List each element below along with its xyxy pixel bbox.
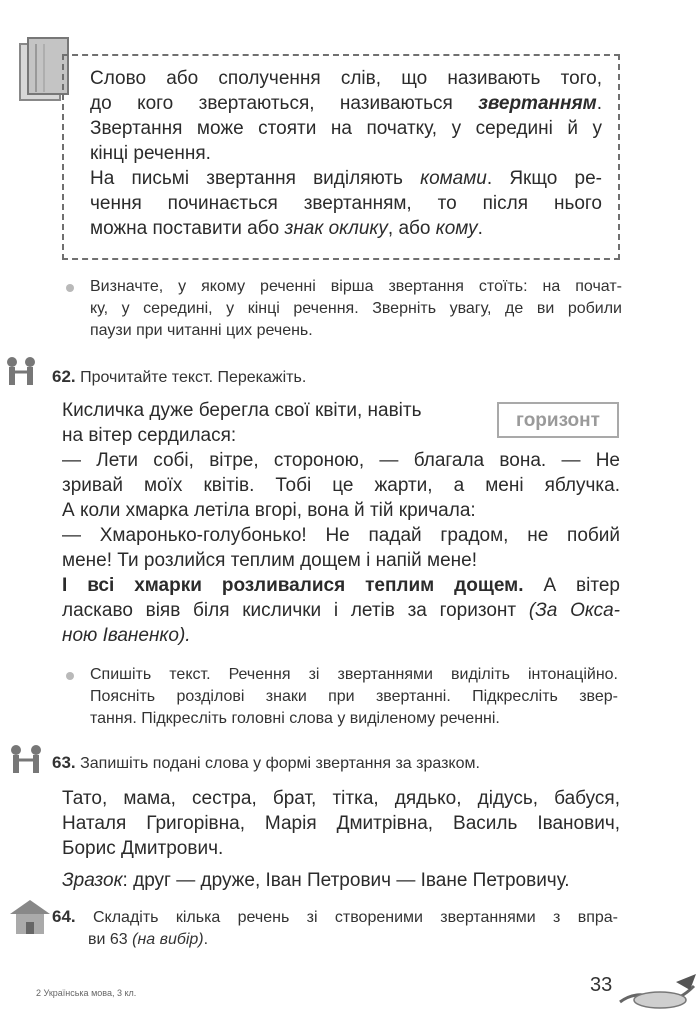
rule-line (90, 91, 602, 116)
bullet-icon (66, 672, 74, 680)
task-rule-line: паузи при читанні цих речень. (90, 322, 313, 339)
rule-span: можна поставити або (90, 218, 285, 239)
rule-span: чення починається звертанням, то після нього (90, 193, 602, 214)
bullet-icon (66, 284, 74, 292)
ex64-line2c: . (203, 931, 209, 948)
ex62-task-line: тання. Підкресліть головні слова у виділеному реченні. (90, 710, 500, 727)
rule-span: . Якщо ре- (486, 168, 602, 189)
task-rule (90, 276, 622, 342)
rule-span: Звертання може стояти на початку, у середині й у (90, 118, 602, 139)
rule-span: кому (435, 218, 478, 239)
ex63-words-line: Борис Дмитрович. (62, 838, 224, 859)
rule-span: . (596, 93, 602, 114)
ex64-line2a: ви 63 (88, 931, 133, 948)
ex62-span: — Лети собі, вітре, стороною, — благала вона. — Не (62, 450, 620, 471)
ex62-line (62, 573, 620, 598)
ex63-sample-text: : друг — друже, Іван Петрович — Іване Петровичу. (122, 870, 570, 891)
ex64-text (52, 906, 618, 951)
ex62-line (62, 623, 620, 648)
ex63-words-line: Наталя Григорівна, Марія Дмитрівна, Василь Іванович, (62, 813, 620, 834)
rule-text (90, 66, 602, 241)
ex62-task-line: Спишіть текст. Речення зі звертаннями виділіть інтонаційно. (90, 666, 618, 683)
ex62-line (62, 398, 620, 423)
rule-line (90, 191, 602, 216)
ex62-line (62, 423, 620, 448)
people-icon (0, 354, 52, 390)
ex63-number: 63. (52, 753, 76, 772)
rule-span: , або (387, 218, 436, 239)
ex62-span: на вітер сердилася: (62, 425, 237, 446)
ex64-line1: Складіть кілька речень зі створеними звертаннями з впра- (92, 909, 618, 926)
ex62-span: А коли хмарка летіла вгорі, вона й тій кричала: (62, 500, 476, 521)
vocabulary-box: горизонт (497, 402, 619, 438)
rule-line (90, 116, 602, 141)
ex63-sample (62, 868, 620, 893)
rule-span: комами (420, 168, 487, 189)
ex62-line (62, 548, 620, 573)
rule-span: Слово або сполучення слів, що називають того, (90, 68, 602, 89)
ex62-task (90, 664, 618, 730)
ex62-line (62, 448, 620, 473)
ex63-words (62, 786, 620, 861)
ex62-span: мене! Ти розлийся теплим дощем і напій мене! (62, 550, 478, 571)
ex62-line (62, 498, 620, 523)
ex62-span: ласкаво віяв біля кислички і летів за горизонт (62, 600, 529, 621)
ex62-line (62, 523, 620, 548)
ex62-span: Кисличка дуже берегла свої квіти, навіть (62, 400, 422, 421)
rule-line (90, 166, 602, 191)
rule-line (90, 66, 602, 91)
ex64-number: 64. (52, 907, 76, 926)
ex62-span: А вітер (523, 575, 620, 596)
ex63-instruction: Запишіть подані слова у формі звертання за зразком. (80, 755, 480, 772)
house-icon (6, 896, 54, 938)
ex62-instruction: Прочитайте текст. Перекажіть. (80, 369, 307, 386)
ex62-span: ною Іваненко). (62, 625, 191, 646)
ex62-header (52, 366, 612, 389)
rule-line (90, 141, 602, 166)
ex62-line (62, 473, 620, 498)
ex62-span: І всі хмарки розливалися теплим дощем. (62, 575, 524, 596)
ex62-span: — Хмаронько-голубонько! Не падай градом, не побий (62, 525, 620, 546)
task-rule-line: Визначте, у якому реченні вірша звертання стоїть: на почат- (90, 278, 622, 295)
rule-span: На письмі звертання виділяють (90, 168, 421, 189)
ex62-task-line: Поясніть розділові знаки при звертанні. Підкресліть звер- (90, 688, 618, 705)
rule-span: кінці речення. (90, 143, 211, 164)
task-rule-line: ку, у середині, у кінці речення. Зверніть увагу, де ви робили (90, 300, 622, 317)
rule-span: . (477, 218, 483, 239)
scroll-icon (616, 968, 700, 1018)
people-icon (4, 742, 56, 778)
ex62-span: зривай моїх квітів. Тобі це жарти, а мені яблучка. (62, 475, 620, 496)
ex62-span: (За Окса- (528, 600, 621, 621)
page-number: 33 (590, 974, 613, 996)
ex63-words-line: Тато, мама, сестра, брат, тітка, дядько, дідусь, бабуся, (62, 788, 620, 809)
ex62-number: 62. (52, 367, 76, 386)
ex64-line2b: (на вибір) (132, 931, 204, 948)
rule-span: знак оклику (284, 218, 388, 239)
footer-left: 2 Українська мова, 3 кл. (36, 988, 137, 998)
ex62-text (62, 398, 620, 648)
ex62-line (62, 598, 620, 623)
rule-span: до кого звертаються, називаються (90, 93, 479, 114)
ex63-sample-label: Зразок (62, 870, 123, 891)
rule-line (90, 216, 602, 241)
rule-span: звертанням (478, 93, 597, 114)
ex63-header (52, 752, 612, 775)
